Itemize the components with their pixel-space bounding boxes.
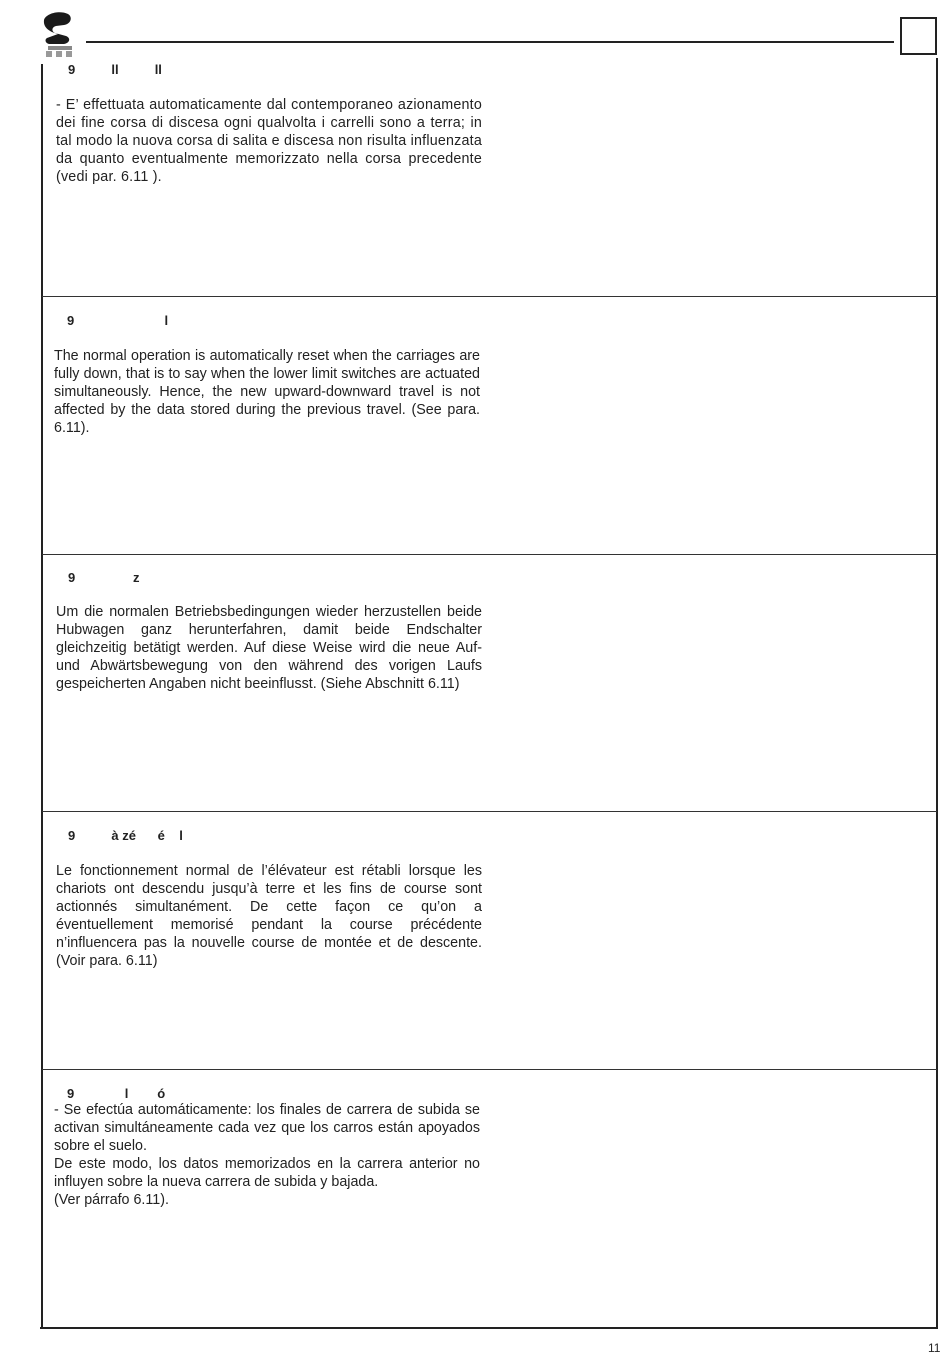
section-divider [42, 811, 937, 812]
paragraph: - E’ effettuata automaticamente dal contemporaneo azionamento dei fine corsa di discesa ogni qualvolta i carrelli sono a terra; in tal modo la nuova corsa di salita e discesa non risulta influenzata da quanto eventualmente memorizzato nella corsa precedente (vedi par. 6.11 ). [56, 97, 482, 185]
paragraph: (Ver párrafo 6.11). [54, 1192, 169, 1208]
paragraph: Um die normalen Betriebsbedingungen wieder herzustellen beide Hubwagen ganz herunterfahren, damit beide Endschalter gleichzeitig betätigt werden. Auf diese Weise wird die neue Auf- und Abwärtsbewegung von den während des vorigen Laufs gespeicherten Angaben nicht beeinflusst. (Siehe Abschnitt 6.11) [56, 604, 482, 692]
section-heading: 9 l [67, 313, 169, 328]
section-body [54, 347, 480, 437]
section-body [56, 96, 482, 186]
header-rule [86, 41, 894, 43]
corner-box [900, 17, 937, 55]
page-number: 11 [928, 1341, 941, 1355]
paragraph: The normal operation is automatically reset when the carriages are fully down, that is to say when the lower limit switches are actuated simultaneously. Hence, the new upward-downward travel is not affected by the data stored during the previous travel. (See para. 6.11). [54, 348, 480, 436]
section-body [56, 862, 482, 970]
section-heading: 9 z [68, 570, 140, 585]
frame-right-border [936, 58, 938, 1329]
frame-left-border [41, 64, 43, 1329]
manufacturer-logo-icon [38, 10, 80, 58]
section-body [54, 1101, 480, 1209]
paragraph: Le fonctionnement normal de l’élévateur est rétabli lorsque les chariots ont descendu jusqu’à terre et les fins de course sont actionnés simultanément. De cette façon ce qu’on a éventuellement memorisé pendant la course précédente n’influencera pas la nouvelle course de montée et de descente. (Voir para. 6.11) [56, 863, 482, 969]
paragraph: De este modo, los datos memorizados en la carrera anterior no influyen sobre la nueva carrera de subida y bajada. [54, 1156, 480, 1190]
section-divider [42, 554, 937, 555]
section-divider [42, 296, 937, 297]
section-heading: 9 ll ll [68, 62, 162, 77]
section-divider [42, 1069, 937, 1070]
section-heading: 9 l ó [67, 1086, 166, 1101]
frame-bottom-border [40, 1327, 938, 1329]
paragraph: - Se efectúa automáticamente: los finales de carrera de subida se activan simultáneamente cada vez que los carros están apoyados sobre el suelo. [54, 1102, 480, 1154]
section-heading: 9 à zé é l [68, 828, 183, 843]
section-body [56, 603, 482, 693]
